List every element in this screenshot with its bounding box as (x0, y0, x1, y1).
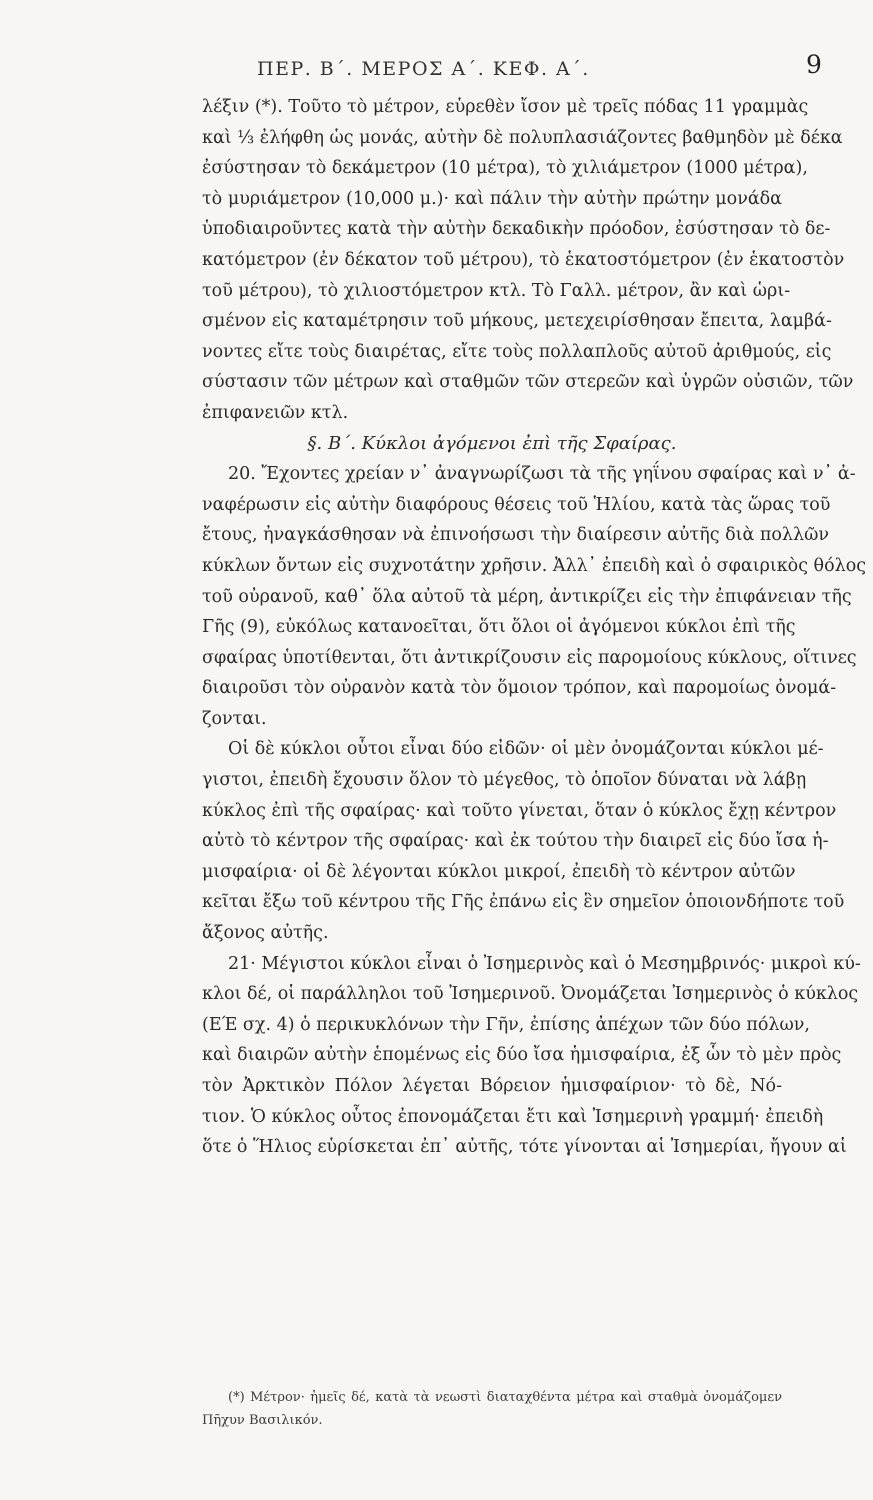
text-line: ζονται. (202, 708, 267, 729)
paragraph-start: Οἱ δὲ κύκλοι οὗτοι εἶναι δύο εἰδῶν· οἱ μὲν ὀνομάζονται κύκλοι μέ- (228, 739, 824, 760)
text-line: τοῦ μέτρου), τὸ χιλιοστόμετρον κτλ. Τὸ Γαλλ. μέτρον, ἂν καὶ ὡρι- (202, 280, 791, 301)
text-line: τὸ μυριάμετρον (10,000 μ.)· καὶ πάλιν τὴν αὐτὴν πρώτην μονάδα (202, 188, 782, 209)
text-line: λέξιν (*). Τοῦτο τὸ μέτρον, εὑρεθὲν ἴσον μὲ τρεῖς πόδας 11 γραμμὰς (202, 97, 809, 117)
page-number: 9 (806, 50, 822, 79)
text-line: γιστοι, ἐπειδὴ ἔχουσιν ὅλον τὸ μέγεθος, τὸ ὁποῖον δύναται νὰ λάβῃ (202, 770, 807, 791)
text-line: Γῆς (9), εὐκόλως κατανοεῖται, ὅτι ὅλοι οἱ ἀγόμενοι κύκλοι ἐπὶ τῆς (202, 617, 796, 638)
text-line: ἐπιφανειῶν κτλ. (202, 402, 349, 423)
text-line: κύκλων ὄντων εἰς συχνοτάτην χρῆσιν. Ἀλλ᾽ ἐπειδὴ καὶ ὁ σφαιρικὸς θόλος (202, 555, 867, 576)
text-line: σύστασιν τῶν μέτρων καὶ σταθμῶν τῶν στερεῶν καὶ ὑγρῶν οὐσιῶν, τῶν (202, 372, 854, 393)
text-line: ἄξονος αὐτῆς. (202, 923, 329, 944)
text-line: σμένον εἰς καταμέτρησιν τοῦ μήκους, μετεχειρίσθησαν ἔπειτα, λαμβά- (202, 311, 832, 332)
text-line: ὑποδιαιροῦντες κατὰ τὴν αὐτὴν δεκαδικὴν πρόοδον, ἐσύστησαν τὸ δε- (202, 219, 831, 240)
text-line: μισφαίρια· οἱ δὲ λέγονται κύκλοι μικροί, ἐπειδὴ τὸ κέντρον αὐτῶν (202, 861, 796, 882)
text-line: κλοι δέ, οἱ παράλληλοι τοῦ Ἰσημερινοῦ. Ὀνομάζεται Ἰσημερινὸς ὁ κύκλος (202, 984, 859, 1005)
text-line: τιον. Ὁ κύκλος οὗτος ἐπονομάζεται ἔτι καὶ Ἰσημερινὴ γραμμή· ἐπειδὴ (202, 1106, 824, 1127)
section-heading: §. Β΄. Κύκλοι ἀγόμενοι ἐπὶ τῆς Σφαίρας. (307, 432, 677, 454)
text-line: τοῦ οὐρανοῦ, καθ᾽ ὅλα αὐτοῦ τὰ μέρη, ἀντικρίζει εἰς τὴν ἐπιφάνειαν τῆς (202, 586, 852, 607)
text-line: κατόμετρον (ἐν δέκατον τοῦ μέτρου), τὸ ἑκατοστόμετρον (ἐν ἑκατοστὸν (202, 249, 845, 270)
text-line: ναφέρωσιν εἰς αὐτὴν διαφόρους θέσεις τοῦ Ἡλίου, κατὰ τὰς ὥρας τοῦ (202, 494, 831, 515)
text-line: ἐσύστησαν τὸ δεκάμετρον (10 μέτρα), τὸ χιλιάμετρον (1000 μέτρα), (202, 158, 808, 179)
text-line: νοντες εἴτε τοὺς διαιρέτας, εἴτε τοὺς πολλαπλοῦς αὐτοῦ ἀριθμούς, εἰς (202, 341, 832, 362)
footnotes (202, 1386, 782, 1432)
text-line: τὸν Ἀρκτικὸν Πόλον λέγεται Βόρειον ἡμισφαίριον· τὸ δὲ, Νό- (202, 1076, 782, 1096)
text-line: καὶ ⅓ ἐλήφθη ὡς μονάς, αὐτὴν δὲ πολυπλασιάζοντες βαθμηδὸν μὲ δέκα (202, 127, 843, 148)
text-line: κεῖται ἔξω τοῦ κέντρου τῆς Γῆς ἐπάνω εἰς ἓν σημεῖον ὁποιονδήποτε τοῦ (202, 892, 845, 913)
running-header (0, 46, 873, 86)
header-title: ΠΕΡ. Β΄. ΜΕΡΟΣ Α΄. ΚΕΦ. Α΄. (257, 58, 590, 80)
text-line: ἔτους, ἠναγκάσθησαν νὰ ἐπινοήσωσι τὴν διαίρεσιν αὐτῆς διὰ πολλῶν (202, 525, 829, 546)
text-line: κύκλος ἐπὶ τῆς σφαίρας· καὶ τοῦτο γίνεται, ὅταν ὁ κύκλος ἔχῃ κέντρον (202, 800, 837, 821)
text-line: διαιροῦσι τὸν οὐρανὸν κατὰ τὸν ὅμοιον τρόπον, καὶ παρομοίως ὀνομά- (202, 678, 837, 699)
paragraph-start: 20. Ἔχοντες χρείαν ν᾽ ἀναγνωρίζωσι τὰ τῆς γηΐνου σφαίρας καὶ ν᾽ ἀ- (228, 464, 856, 485)
paragraph-start: 21· Μέγιστοι κύκλοι εἶναι ὁ Ἰσημερινὸς καὶ ὁ Μεσημβρινός· μικροὶ κύ- (228, 953, 861, 974)
text-line: ὅτε ὁ Ἥλιος εὑρίσκεται ἐπ᾽ αὐτῆς, τότε γίνονται αἱ Ἰσημερίαι, ἤγουν αἱ (202, 1137, 847, 1158)
text-line: (ΕΈ σχ. 4) ὁ περικυκλόνων τὴν Γῆν, ἐπίσης ἀπέχων τῶν δύο πόλων, (202, 1014, 810, 1035)
text-line: σφαίρας ὑποτίθενται, ὅτι ἀντικρίζουσιν εἰς παρομοίους κύκλους, οἵτινες (202, 647, 857, 668)
text-line: αὐτὸ τὸ κέντρον τῆς σφαίρας· καὶ ἐκ τούτου τὴν διαιρεῖ εἰς δύο ἴσα ἡ- (202, 831, 829, 852)
text-line: καὶ διαιρῶν αὐτὴν ἑπομένως εἰς δύο ἴσα ἡμισφαίρια, ἐξ ὧν τὸ μὲν πρὸς (202, 1045, 842, 1066)
footnote-line: Πῆχυν Βασιλικόν. (202, 1413, 323, 1428)
footnote-line: (*) Μέτρον· ἡμεῖς δέ, κατὰ τὰ νεωστὶ διαταχθέντα μέτρα καὶ σταθμὰ ὀνομάζομεν (228, 1390, 782, 1405)
body-text (202, 92, 867, 1163)
